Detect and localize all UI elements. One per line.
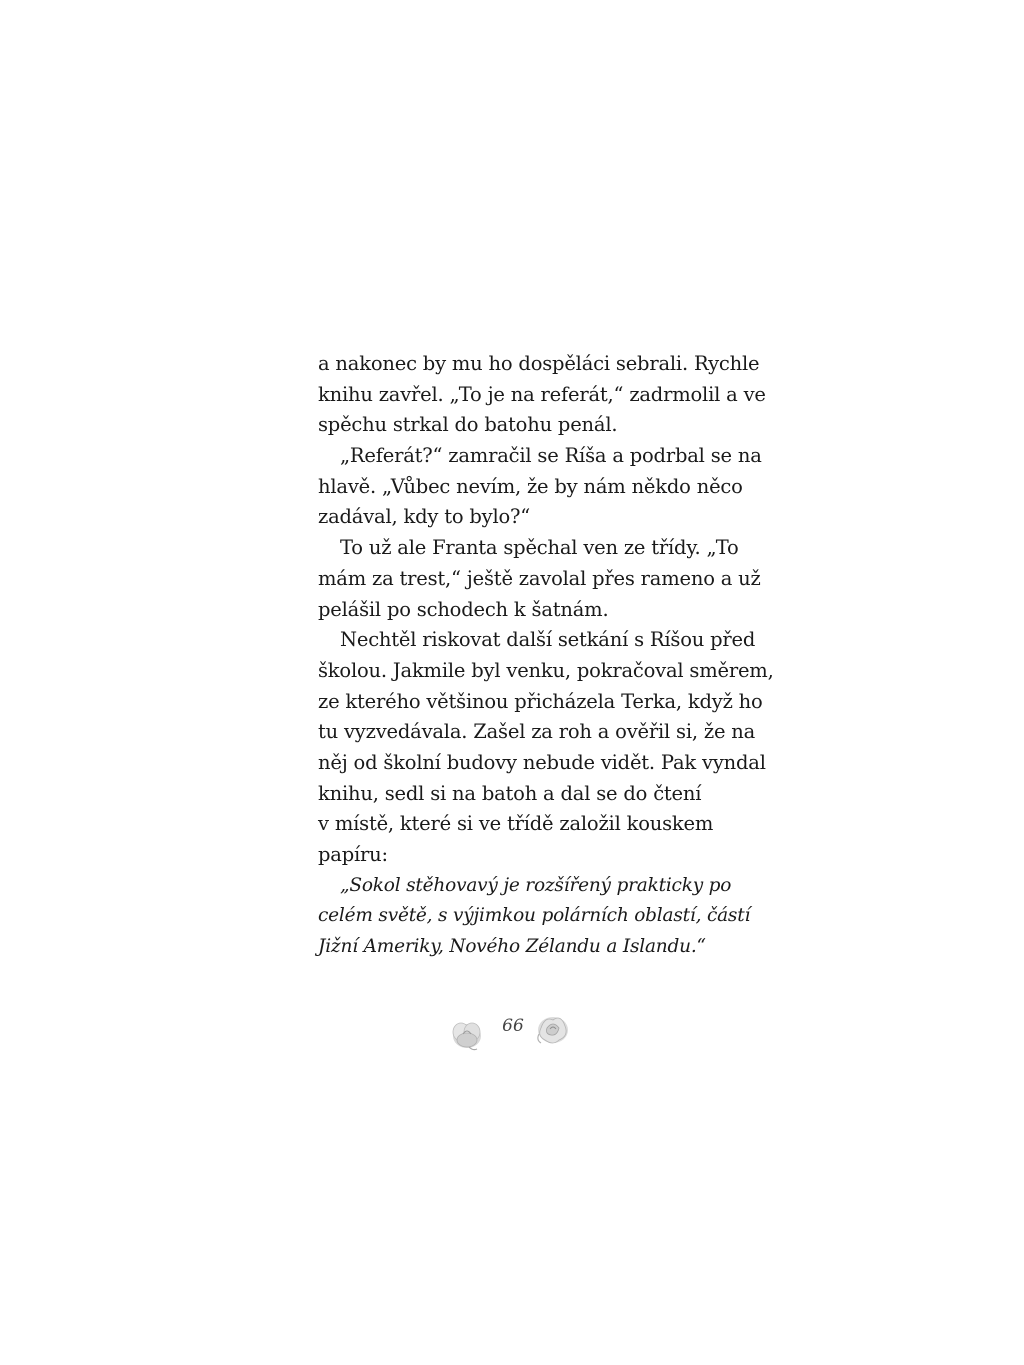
quote-line: „Sokol stěhovavý je rozšířený prakticky po: [340, 874, 732, 896]
quote-line: Jižní Ameriky, Nového Zélandu a Islandu.“: [318, 936, 706, 958]
text-line: knihu, sedl si na batoh a dal se do čtení: [318, 781, 702, 805]
rose-flower-icon: [447, 1014, 487, 1054]
text-line: „Referát?“ zamračil se Ríša a podrbal se na: [340, 444, 762, 468]
text-line: mám za trest,“ ještě zavolal přes rameno a už: [318, 566, 761, 590]
text-line: pelášil po schodech k šatnám.: [318, 597, 609, 621]
text-line: papíru:: [318, 843, 388, 866]
text-line: a nakonec by mu ho dospěláci sebrali. Rychle: [318, 352, 760, 375]
page-number: 66: [502, 1016, 524, 1036]
text-line: školou. Jakmile byl venku, pokračoval směrem,: [318, 658, 774, 682]
rose-flower-icon: [533, 1010, 573, 1050]
text-line: tu vyzvedávala. Zašel za roh a ověřil si, že na: [318, 720, 756, 744]
text-line: v místě, které si ve třídě založil kouskem: [318, 812, 714, 836]
text-line: zadával, kdy to bylo?“: [318, 505, 531, 529]
text-line: To už ale Franta spěchal ven ze třídy. „To: [340, 536, 739, 560]
quote-line: celém světě, s výjimkou polárních oblastí, částí: [318, 905, 751, 927]
text-line: hlavě. „Vůbec nevím, že by nám někdo něco: [318, 474, 743, 498]
text-line: něj od školní budovy nebude vidět. Pak vyndal: [318, 750, 766, 774]
text-line: Nechtěl riskovat další setkání s Ríšou před: [340, 628, 756, 652]
text-line: knihu zavřel. „To je na referát,“ zadrmolil a ve: [318, 382, 766, 406]
page-footer: [0, 1010, 1024, 1054]
text-line: spěchu strkal do batohu penál.: [318, 413, 618, 437]
body-text: [318, 349, 774, 963]
text-line: ze kterého většinou přicházela Terka, když ho: [318, 689, 763, 713]
